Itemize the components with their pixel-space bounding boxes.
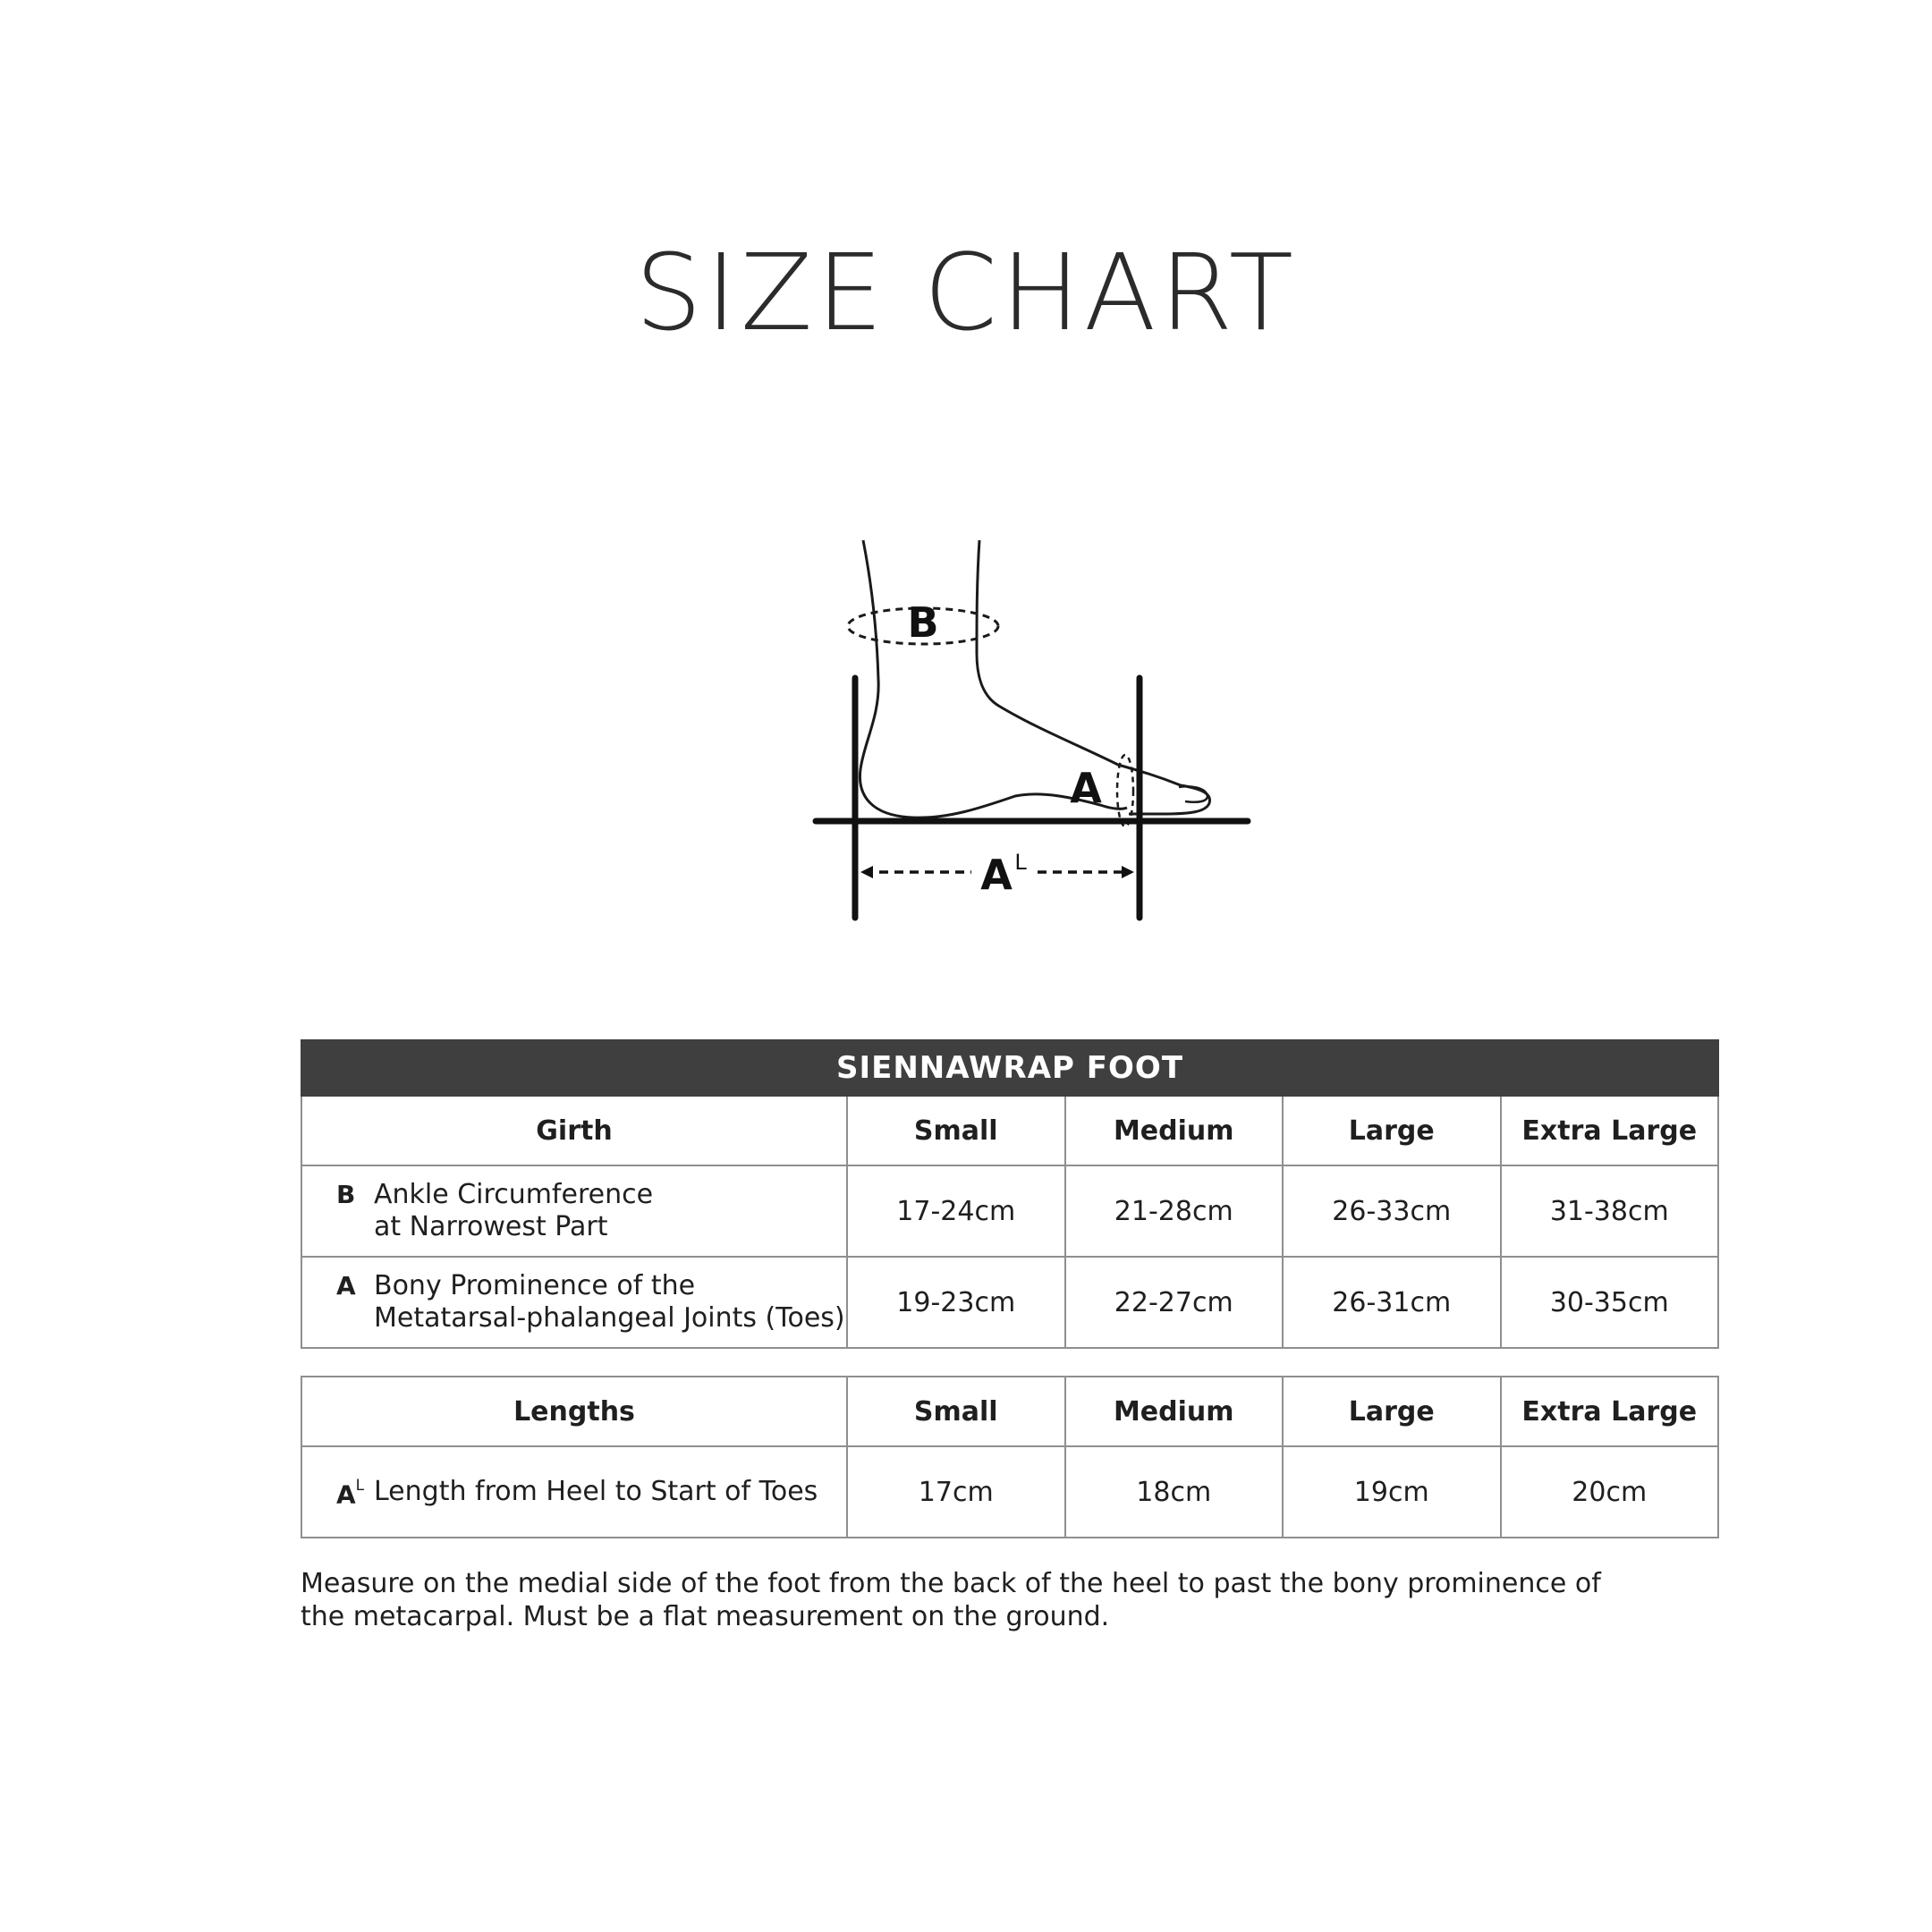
size-value: 26-31cm	[1283, 1257, 1501, 1348]
size-header-large: Large	[1283, 1377, 1501, 1446]
size-header-large: Large	[1283, 1096, 1501, 1165]
measurement-description: Bony Prominence of the Metatarsal-phalangeal Joints (Toes)	[374, 1270, 845, 1334]
size-value: 26-33cm	[1283, 1165, 1501, 1257]
measurement-label	[301, 1257, 847, 1348]
measurement-code: A	[336, 1271, 356, 1301]
arrowhead-right	[1122, 866, 1134, 878]
girth-header: Girth	[301, 1096, 847, 1165]
measurement-description: Ankle Circumference at Narrowest Part	[374, 1179, 654, 1242]
size-value: 22-27cm	[1065, 1257, 1284, 1348]
size-value: 30-35cm	[1501, 1257, 1719, 1348]
lengths-header: Lengths	[301, 1377, 847, 1446]
label-a: A	[1070, 764, 1102, 812]
table-row	[301, 1446, 1718, 1538]
table-row	[301, 1165, 1718, 1257]
page-title: SIZE CHART	[635, 231, 1297, 354]
product-banner: SIENNAWRAP FOOT	[301, 1040, 1718, 1096]
measurement-note: Measure on the medial side of the foot from the back of the heel to past the bony prominence of the metacarpal. Must be a flat measurement on the ground.	[301, 1568, 1601, 1632]
size-value: 17-24cm	[847, 1165, 1065, 1257]
measurement-description: Length from Heel to Start of Toes	[374, 1475, 818, 1507]
size-header-small: Small	[847, 1377, 1065, 1446]
size-value: 17cm	[847, 1446, 1065, 1538]
label-b: B	[907, 598, 939, 647]
arrowhead-left	[860, 866, 873, 878]
size-value: 19-23cm	[847, 1257, 1065, 1348]
size-header-medium: Medium	[1065, 1377, 1284, 1446]
size-value: 18cm	[1065, 1446, 1284, 1538]
foot-measurement-diagram	[805, 528, 1270, 948]
measurement-label	[301, 1165, 847, 1257]
label-al-sup: L	[1014, 850, 1027, 875]
size-value: 21-28cm	[1065, 1165, 1284, 1257]
measurement-code: B	[336, 1180, 356, 1209]
size-value: 31-38cm	[1501, 1165, 1719, 1257]
label-al: A	[980, 851, 1013, 899]
size-value: 20cm	[1501, 1446, 1719, 1538]
size-header-extra-large: Extra Large	[1501, 1096, 1719, 1165]
measurement-label	[301, 1446, 847, 1538]
size-header-medium: Medium	[1065, 1096, 1284, 1165]
size-header-extra-large: Extra Large	[1501, 1377, 1719, 1446]
girth-table	[301, 1039, 1717, 1349]
table-row	[301, 1257, 1718, 1348]
measurement-code: $A^L$	[336, 1476, 365, 1510]
size-value: 19cm	[1283, 1446, 1501, 1538]
size-header-small: Small	[847, 1096, 1065, 1165]
lengths-table	[301, 1376, 1717, 1538]
